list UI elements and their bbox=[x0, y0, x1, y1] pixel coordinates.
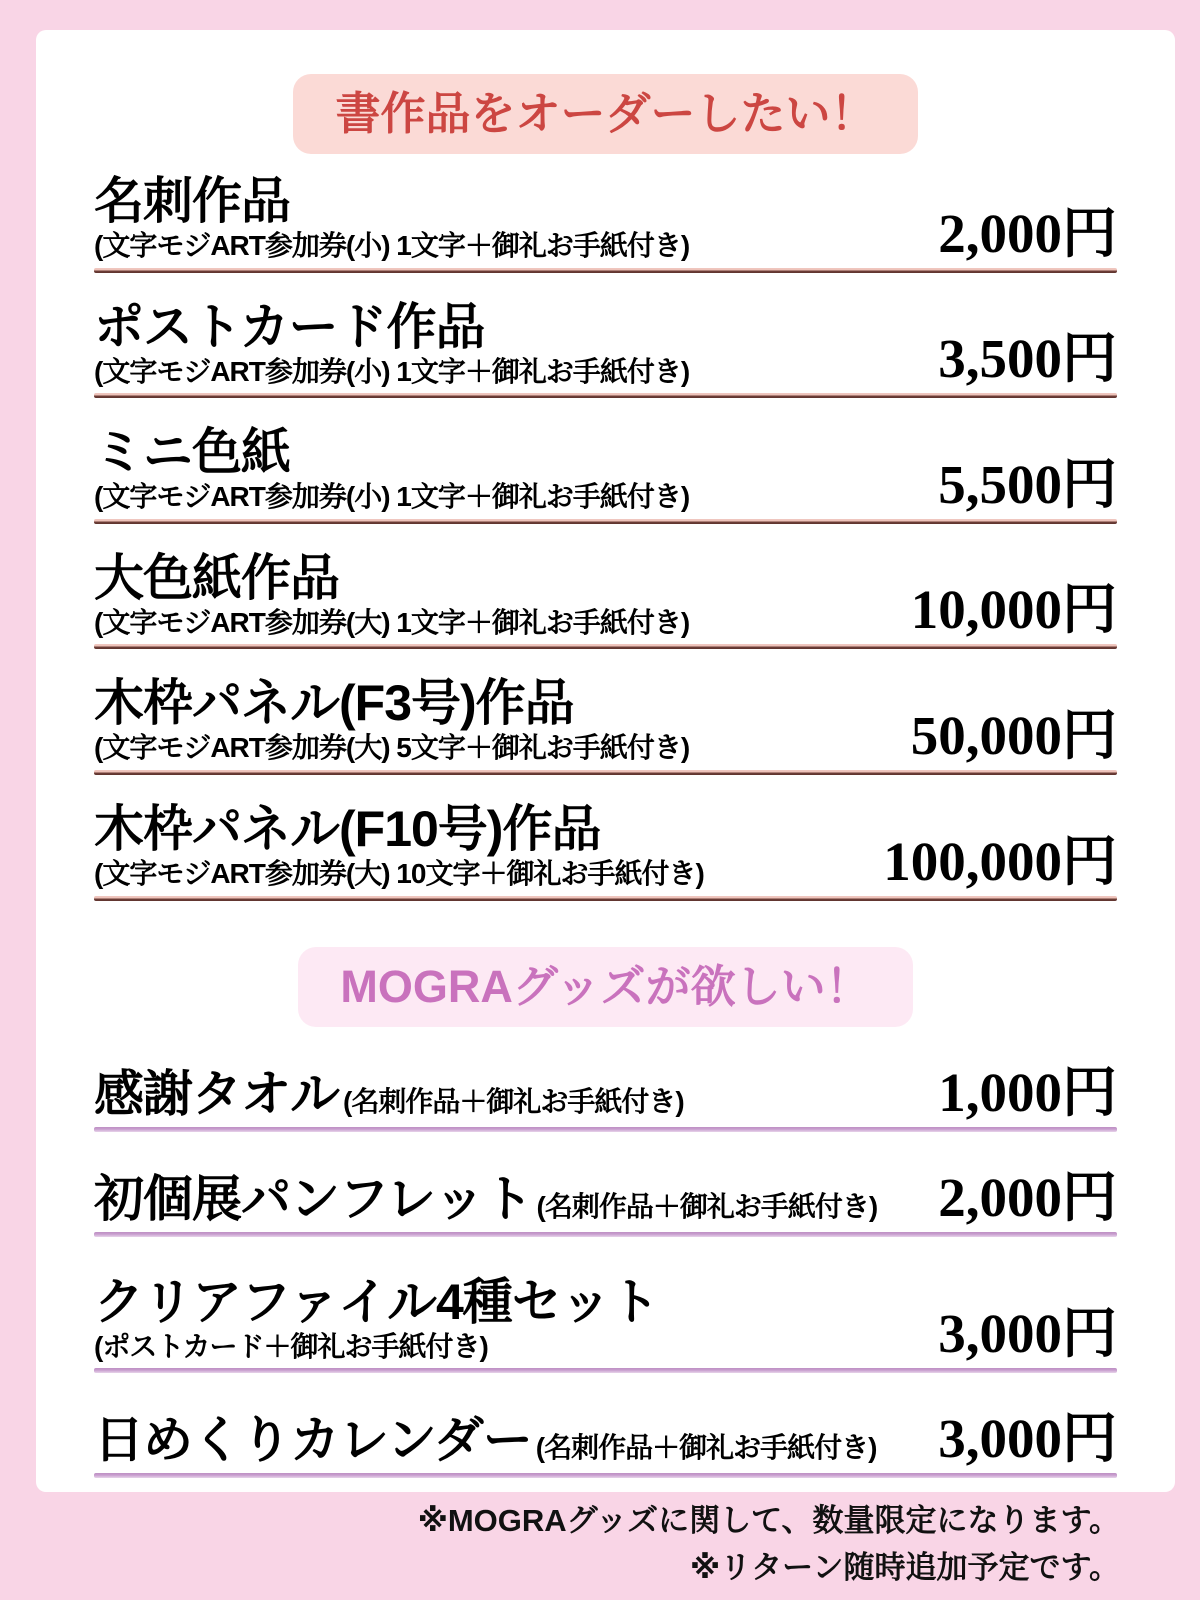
footer-note-limited: ※MOGRAグッズに関して、数量限定になります。 bbox=[417, 1503, 1120, 1538]
item-description: (名刺作品＋御礼お手紙付き) bbox=[535, 1432, 877, 1464]
item-name: ポストカード作品 bbox=[94, 298, 485, 355]
price-list-item bbox=[94, 802, 1117, 901]
divider-line bbox=[94, 519, 1117, 524]
price-list-item bbox=[94, 1061, 1117, 1132]
item-price: 3,000円 bbox=[938, 1303, 1117, 1365]
divider-line bbox=[94, 896, 1117, 901]
item-description: (ポストカード＋御礼お手紙付き) bbox=[94, 1330, 488, 1362]
item-description: (文字モジART参加券(大) 1文字＋御礼お手紙付き) bbox=[94, 606, 690, 638]
item-name: 木枠パネル(F10号)作品 bbox=[94, 800, 601, 857]
price-list-item bbox=[94, 174, 1117, 273]
price-list-item bbox=[94, 551, 1117, 650]
divider-line bbox=[94, 268, 1117, 273]
divider-line bbox=[94, 1473, 1117, 1478]
price-list-item bbox=[94, 425, 1117, 524]
item-price: 2,000円 bbox=[938, 1166, 1117, 1228]
item-description: (文字モジART参加券(大) 5文字＋御礼お手紙付き) bbox=[94, 732, 690, 764]
section-header-goods: MOGRAグッズが欲しい！ bbox=[298, 947, 912, 1027]
item-name: 日めくりカレンダー bbox=[94, 1412, 532, 1469]
item-price: 5,500円 bbox=[938, 453, 1117, 515]
price-list-item bbox=[94, 676, 1117, 775]
item-price: 2,000円 bbox=[938, 202, 1117, 264]
item-description: (文字モジART参加券(小) 1文字＋御礼お手紙付き) bbox=[94, 230, 690, 261]
item-price: 1,000円 bbox=[938, 1061, 1117, 1123]
price-list-item bbox=[94, 300, 1117, 399]
item-name: クリアファイル4種セット bbox=[94, 1273, 659, 1330]
footer-note-returns: ※リターン随時追加予定です。 bbox=[689, 1549, 1120, 1585]
item-description: (名刺作品＋御礼お手紙付き) bbox=[343, 1085, 684, 1117]
footer-notes bbox=[418, 1498, 1120, 1591]
item-name: 木枠パネル(F3号)作品 bbox=[94, 675, 574, 732]
item-price: 3,500円 bbox=[938, 328, 1117, 390]
price-list-item bbox=[94, 1275, 1117, 1374]
item-price: 100,000円 bbox=[883, 830, 1117, 892]
price-list-item bbox=[94, 1408, 1117, 1478]
item-price: 3,000円 bbox=[938, 1408, 1117, 1470]
section-header-order: 書作品をオーダーしたい！ bbox=[293, 74, 917, 154]
item-description: (文字モジART参加券(大) 10文字＋御礼お手紙付き) bbox=[94, 857, 704, 889]
item-price: 10,000円 bbox=[910, 579, 1117, 641]
item-name: 大色紙作品 bbox=[94, 549, 339, 606]
divider-line bbox=[94, 644, 1117, 649]
item-name: ミニ色紙 bbox=[94, 424, 290, 481]
item-name: 初個展パンフレット bbox=[94, 1170, 533, 1227]
item-price: 50,000円 bbox=[910, 704, 1117, 766]
item-description: (文字モジART参加券(小) 1文字＋御礼お手紙付き) bbox=[94, 481, 690, 513]
item-description: (名刺作品＋御礼お手紙付き) bbox=[536, 1190, 878, 1222]
divider-line bbox=[94, 770, 1117, 775]
divider-line bbox=[94, 1368, 1117, 1373]
price-list-panel bbox=[36, 30, 1175, 1492]
price-list-item bbox=[94, 1166, 1117, 1237]
item-name: 名刺作品 bbox=[94, 173, 290, 229]
divider-line bbox=[94, 1127, 1117, 1132]
divider-line bbox=[94, 393, 1117, 398]
item-description: (文字モジART参加券(小) 1文字＋御礼お手紙付き) bbox=[94, 355, 690, 387]
item-name: 感謝タオル bbox=[94, 1065, 339, 1122]
divider-line bbox=[94, 1232, 1117, 1237]
